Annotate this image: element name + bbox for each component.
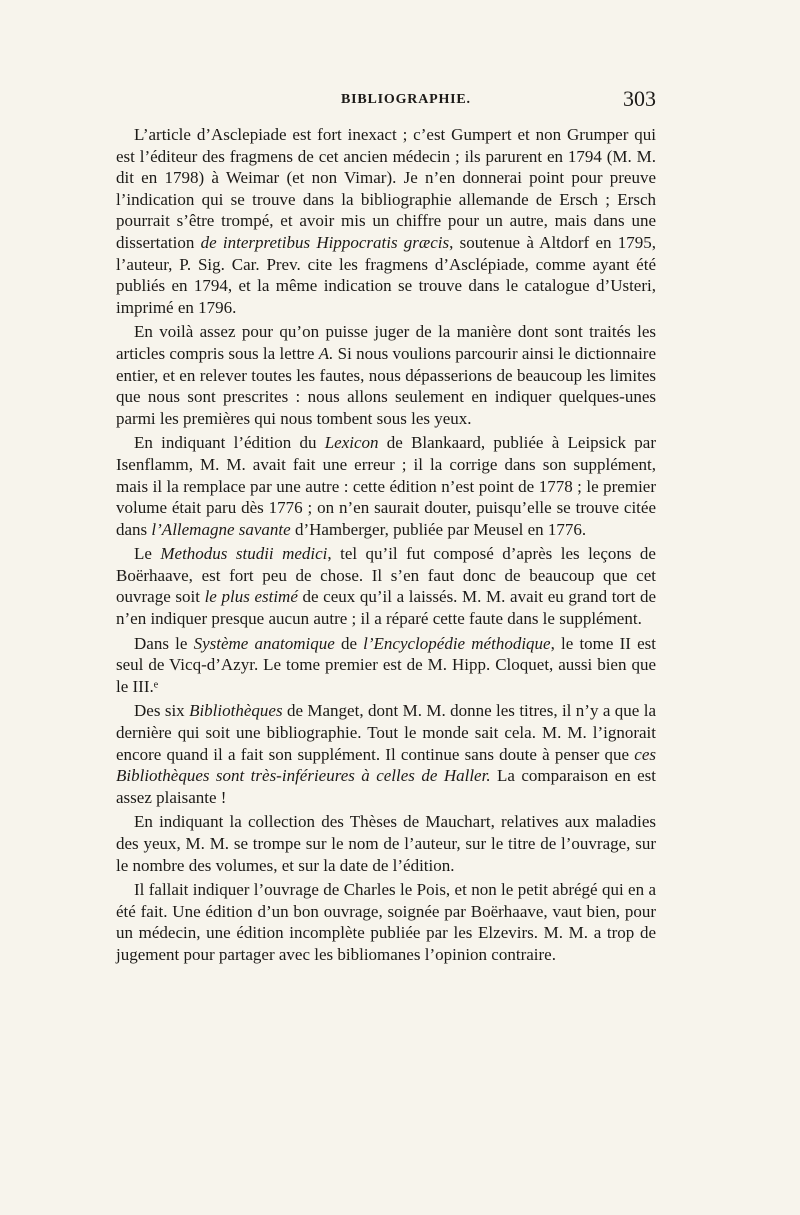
italic-text: Methodus studii medici bbox=[160, 544, 328, 564]
italic-text: A. bbox=[318, 343, 334, 363]
text-run: Dans le bbox=[134, 633, 194, 653]
italic-text: Bibliothèques bbox=[189, 701, 283, 721]
paragraph bbox=[116, 633, 656, 698]
paragraph bbox=[116, 321, 656, 429]
page-number: 303 bbox=[623, 86, 656, 111]
paragraph bbox=[116, 432, 656, 540]
italic-text: ces Bibliothèques sont très-inférieures à celles de Haller. bbox=[116, 744, 656, 786]
text-run: En voilà assez pour qu’on puisse juger de la manière dont sont traités les articles compris sous la lettre bbox=[116, 322, 656, 363]
text-run: d’Hamberger, publiée par Meusel en 1776. bbox=[290, 519, 587, 539]
text-run: La comparaison en est assez plaisante ! bbox=[116, 766, 657, 807]
italic-text: de interpretibus Hippocratis græcis bbox=[200, 232, 450, 252]
text-run: de Manget, dont M. M. donne les titres, il n’y a que la dernière qui soit une bibliographie. Tout le monde sait cela. M. M. l’ignorait encore quand il a fait son supplément. Il continue sans doute à penser que bbox=[116, 701, 656, 764]
paragraph bbox=[116, 543, 656, 629]
italic-text: Système anatomique bbox=[193, 633, 335, 653]
body-text bbox=[116, 124, 656, 969]
text-run: Il fallait indiquer l’ouvrage de Charles le Pois, et non le petit abrégé qui en a été fait. Une édition d’un bon ouvrage, soignée par Boërhaave, vaut bien, pour un médecin, une édition incomplète publiée par les Elzevirs. M. M. a trop de jugement pour partager avec les bibliomanes l’opinion contraire. bbox=[116, 880, 656, 964]
paragraph bbox=[116, 811, 656, 876]
paragraph bbox=[116, 124, 656, 318]
text-run: , le tome II est seul de Vicq-d’Azyr. Le tome premier est de M. Hipp. Cloquet, aussi bien que le III.ᵉ bbox=[116, 633, 656, 696]
paragraph bbox=[116, 879, 656, 965]
text-run: En indiquant l’édition du bbox=[134, 433, 325, 453]
text-run: de Blankaard, publiée à Leipsick par Isenflamm, M. M. avait fait une erreur ; il la corrige dans son supplément, mais il la remplace par une autre : cette édition n’est point de 1778 ; le premier volume était paru dès 1776 ; on n’en saurait douter, puisqu’elle se trouve citée dans bbox=[116, 433, 657, 539]
text-run: En indiquant la collection des Thèses de Mauchart, relatives aux maladies des yeux, M. M. se trompe sur le nom de l’auteur, sur le titre de l’ouvrage, sur le nombre des volumes, et sur la date de l’édition. bbox=[116, 812, 656, 875]
italic-text: Lexicon bbox=[324, 433, 379, 453]
running-head bbox=[116, 86, 656, 116]
text-run: Le bbox=[134, 544, 161, 564]
italic-text: l’Encyclopédie méthodique bbox=[363, 633, 551, 653]
text-run: L’article d’Asclepiade est fort inexact ; c’est Gumpert et non Grumper qui est l’éditeur des fragmens de cet ancien médecin ; ils parurent en 1794 (M. M. dit en 1798) à Weimar (et non Vimar). Je n’en donnerai point pour preuve l’indication qui se trouve dans la bibliographie allemande de Ersch ; Ersch pourrait s’être trompé, et avoir mis un chiffre pour un autre, mais dans une dissertation bbox=[116, 125, 656, 252]
italic-text: l’Allemagne savante bbox=[151, 519, 291, 539]
text-run: de ceux qu’il a laissés. M. M. avait eu grand tort de n’en indiquer presque aucun autre ; il a réparé cette faute dans le supplément. bbox=[116, 587, 656, 629]
text-run: de bbox=[334, 633, 364, 653]
text-run: , tel qu’il fut composé d’après les leçons de Boërhaave, est fort peu de chose. Il s’en faut donc de beaucoup que cet ouvrage soit bbox=[116, 544, 656, 607]
text-run: , soutenue à Altdorf en 1795, l’auteur, P. Sig. Car. Prev. cite les fragmens d’Asclépiade, comme ayant été publiés en 1794, et la même indication se trouve dans le catalogue d’Usteri, imprimé en 1796. bbox=[116, 232, 656, 317]
paragraph bbox=[116, 700, 656, 808]
text-run: Des six bbox=[134, 701, 190, 721]
running-head-title: BIBLIOGRAPHIE. bbox=[341, 92, 471, 107]
italic-text: le plus estimé bbox=[204, 587, 298, 607]
text-run: Si nous voulions parcourir ainsi le dictionnaire entier, et en relever toutes les fautes, nous dépasserions de beaucoup les limites que nous sont prescrites : nous allons seulement en indiquer quelques-unes parmi les premières qui nous tombent sous les yeux. bbox=[116, 343, 657, 428]
